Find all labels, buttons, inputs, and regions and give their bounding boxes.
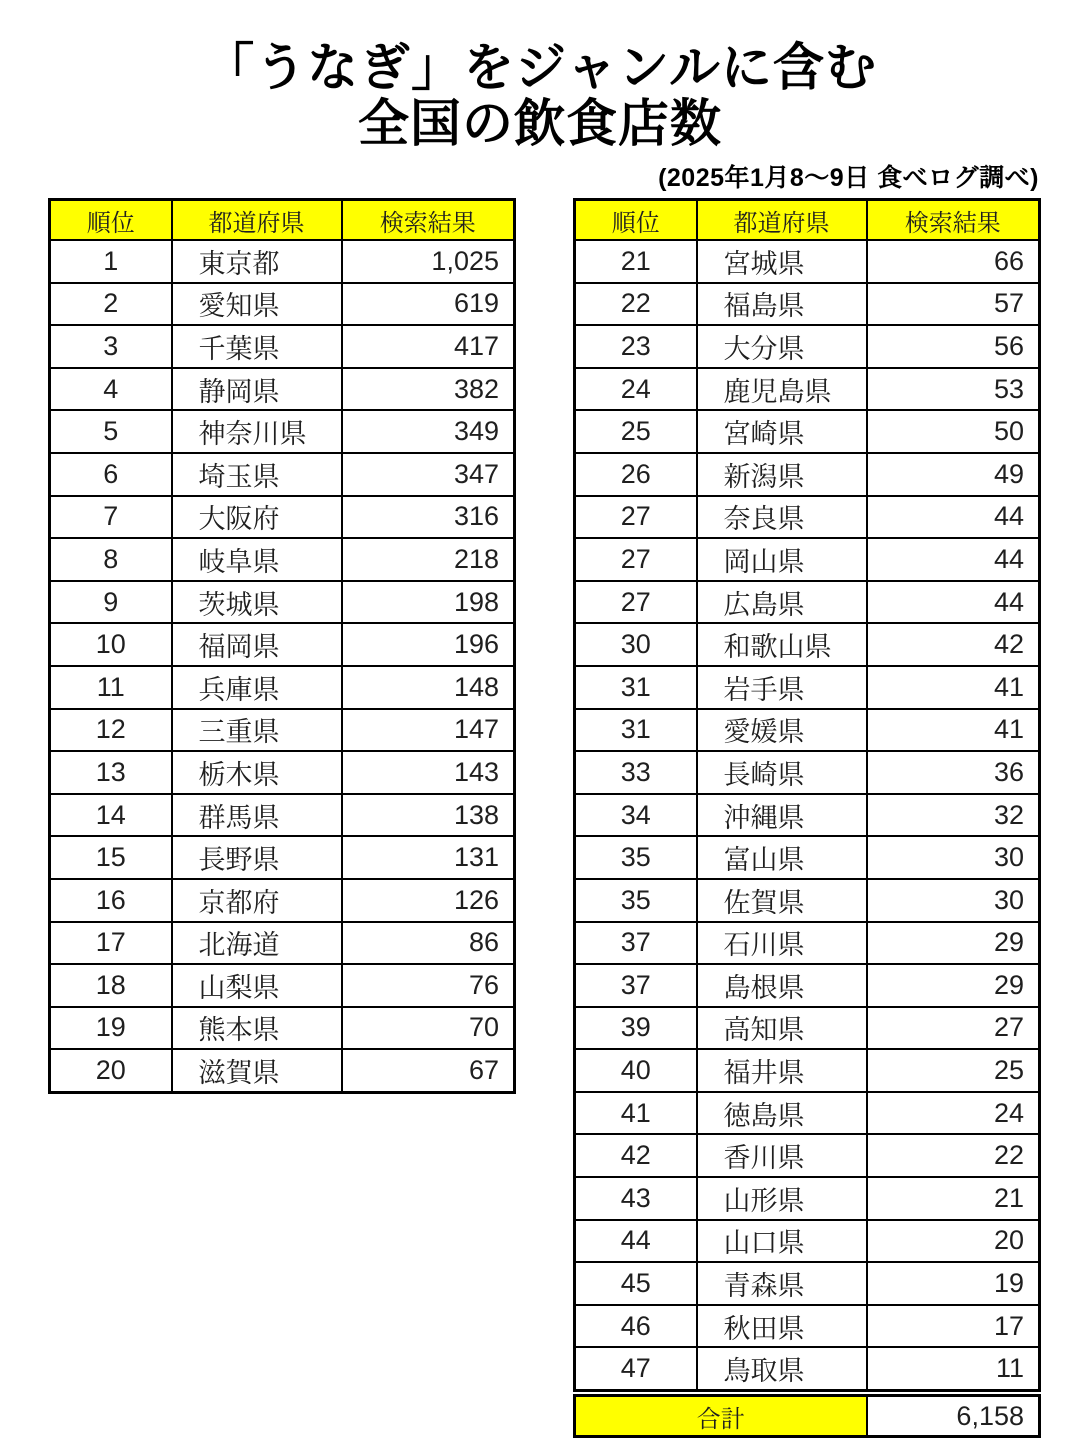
val-cell: 66 <box>867 240 1040 283</box>
page-title-line-2: 全国の飲食店数 <box>357 95 722 153</box>
val-cell: 382 <box>342 368 515 411</box>
table-row <box>50 794 515 837</box>
pref-cell: 兵庫県 <box>172 666 342 709</box>
val-cell: 56 <box>867 325 1040 368</box>
pref-cell: 茨城県 <box>172 581 342 624</box>
val-cell: 126 <box>342 879 515 922</box>
table-row <box>575 1049 1040 1092</box>
pref-cell: 宮城県 <box>697 240 867 283</box>
val-cell: 57 <box>867 283 1040 326</box>
rank-cell: 17 <box>50 922 172 965</box>
header-row <box>50 200 515 241</box>
rank-cell: 18 <box>50 964 172 1007</box>
val-cell: 24 <box>867 1092 1040 1135</box>
ranking-table-ranks-1-20 <box>48 198 516 1094</box>
table-row <box>50 922 515 965</box>
table-row <box>575 1177 1040 1220</box>
pref-cell: 青森県 <box>697 1262 867 1305</box>
rank-cell: 31 <box>575 666 697 709</box>
rank-cell: 24 <box>575 368 697 411</box>
rank-cell: 30 <box>575 623 697 666</box>
rank-cell: 22 <box>575 283 697 326</box>
val-cell: 143 <box>342 751 515 794</box>
val-cell: 42 <box>867 623 1040 666</box>
pref-cell: 東京都 <box>172 240 342 283</box>
table-row <box>50 496 515 539</box>
table-row <box>50 581 515 624</box>
val-cell: 86 <box>342 922 515 965</box>
column-header-rank: 順位 <box>50 200 172 241</box>
pref-cell: 福岡県 <box>172 623 342 666</box>
rank-cell: 16 <box>50 879 172 922</box>
total-row-body <box>575 1396 1040 1437</box>
table-row <box>575 964 1040 1007</box>
table-row <box>50 453 515 496</box>
pref-cell: 佐賀県 <box>697 879 867 922</box>
rank-cell: 11 <box>50 666 172 709</box>
pref-cell: 愛媛県 <box>697 709 867 752</box>
rank-cell: 3 <box>50 325 172 368</box>
table-header-left <box>50 200 515 241</box>
val-cell: 619 <box>342 283 515 326</box>
pref-cell: 山口県 <box>697 1220 867 1263</box>
ranking-table-right-wrap <box>573 198 1041 1438</box>
table-row <box>575 283 1040 326</box>
pref-cell: 高知県 <box>697 1007 867 1050</box>
rank-cell: 19 <box>50 1007 172 1050</box>
pref-cell: 群馬県 <box>172 794 342 837</box>
val-cell: 44 <box>867 538 1040 581</box>
pref-cell: 滋賀県 <box>172 1049 342 1092</box>
val-cell: 32 <box>867 794 1040 837</box>
table-row <box>50 964 515 1007</box>
table-row <box>50 368 515 411</box>
val-cell: 198 <box>342 581 515 624</box>
table-row <box>50 283 515 326</box>
rank-cell: 26 <box>575 453 697 496</box>
val-cell: 1,025 <box>342 240 515 283</box>
rank-cell: 35 <box>575 836 697 879</box>
rank-cell: 35 <box>575 879 697 922</box>
val-cell: 36 <box>867 751 1040 794</box>
table-row <box>575 240 1040 283</box>
ranking-table-left-wrap <box>48 198 516 1094</box>
rank-cell: 5 <box>50 410 172 453</box>
table-row <box>575 325 1040 368</box>
rank-cell: 14 <box>50 794 172 837</box>
pref-cell: 石川県 <box>697 922 867 965</box>
table-row <box>575 922 1040 965</box>
total-row-table <box>573 1394 1041 1438</box>
val-cell: 347 <box>342 453 515 496</box>
val-cell: 44 <box>867 496 1040 539</box>
pref-cell: 岐阜県 <box>172 538 342 581</box>
pref-cell: 秋田県 <box>697 1305 867 1348</box>
val-cell: 349 <box>342 410 515 453</box>
rank-cell: 25 <box>575 410 697 453</box>
pref-cell: 徳島県 <box>697 1092 867 1135</box>
rank-cell: 20 <box>50 1049 172 1092</box>
pref-cell: 栃木県 <box>172 751 342 794</box>
pref-cell: 福島県 <box>697 283 867 326</box>
val-cell: 316 <box>342 496 515 539</box>
rank-cell: 8 <box>50 538 172 581</box>
pref-cell: 沖縄県 <box>697 794 867 837</box>
val-cell: 27 <box>867 1007 1040 1050</box>
val-cell: 138 <box>342 794 515 837</box>
val-cell: 20 <box>867 1220 1040 1263</box>
rank-cell: 45 <box>575 1262 697 1305</box>
table-row <box>575 623 1040 666</box>
pref-cell: 静岡県 <box>172 368 342 411</box>
pref-cell: 山梨県 <box>172 964 342 1007</box>
pref-cell: 和歌山県 <box>697 623 867 666</box>
pref-cell: 岡山県 <box>697 538 867 581</box>
rank-cell: 41 <box>575 1092 697 1135</box>
pref-cell: 京都府 <box>172 879 342 922</box>
table-row <box>575 538 1040 581</box>
rank-cell: 31 <box>575 709 697 752</box>
total-label-cell: 合計 <box>575 1396 867 1437</box>
table-row <box>50 538 515 581</box>
table-row <box>50 325 515 368</box>
rank-cell: 10 <box>50 623 172 666</box>
rank-cell: 1 <box>50 240 172 283</box>
page-title-line-1: 「うなぎ」をジャンルに含む <box>203 39 877 96</box>
val-cell: 218 <box>342 538 515 581</box>
pref-cell: 鳥取県 <box>697 1347 867 1390</box>
rank-cell: 7 <box>50 496 172 539</box>
pref-cell: 広島県 <box>697 581 867 624</box>
rank-cell: 21 <box>575 240 697 283</box>
table-row <box>575 1262 1040 1305</box>
pref-cell: 長崎県 <box>697 751 867 794</box>
val-cell: 29 <box>867 964 1040 1007</box>
rank-cell: 2 <box>50 283 172 326</box>
table-row <box>50 1049 515 1092</box>
table-row <box>575 751 1040 794</box>
val-cell: 49 <box>867 453 1040 496</box>
rank-cell: 40 <box>575 1049 697 1092</box>
pref-cell: 岩手県 <box>697 666 867 709</box>
table-row <box>50 1007 515 1050</box>
table-row <box>575 836 1040 879</box>
pref-cell: 鹿児島県 <box>697 368 867 411</box>
table-row <box>575 368 1040 411</box>
val-cell: 17 <box>867 1305 1040 1348</box>
rank-cell: 33 <box>575 751 697 794</box>
val-cell: 417 <box>342 325 515 368</box>
val-cell: 44 <box>867 581 1040 624</box>
pref-cell: 富山県 <box>697 836 867 879</box>
table-row <box>575 879 1040 922</box>
pref-cell: 熊本県 <box>172 1007 342 1050</box>
val-cell: 67 <box>342 1049 515 1092</box>
pref-cell: 北海道 <box>172 922 342 965</box>
survey-source-note: (2025年1月8～9日 食べログ調べ) <box>658 164 1039 192</box>
ranking-table-ranks-21-47 <box>573 198 1041 1392</box>
val-cell: 22 <box>867 1134 1040 1177</box>
column-header-rank: 順位 <box>575 200 697 241</box>
val-cell: 25 <box>867 1049 1040 1092</box>
total-value-cell: 6,158 <box>867 1396 1040 1437</box>
table-row <box>575 709 1040 752</box>
val-cell: 70 <box>342 1007 515 1050</box>
val-cell: 76 <box>342 964 515 1007</box>
rank-cell: 44 <box>575 1220 697 1263</box>
table-row <box>575 1134 1040 1177</box>
table-row <box>575 496 1040 539</box>
val-cell: 21 <box>867 1177 1040 1220</box>
rank-cell: 39 <box>575 1007 697 1050</box>
pref-cell: 宮崎県 <box>697 410 867 453</box>
column-header-pref: 都道府県 <box>697 200 867 241</box>
table-row <box>50 410 515 453</box>
table-row <box>50 751 515 794</box>
rank-cell: 13 <box>50 751 172 794</box>
table-row <box>575 410 1040 453</box>
total-row <box>575 1396 1040 1437</box>
table-body-left <box>50 240 515 1092</box>
column-header-val: 検索結果 <box>867 200 1040 241</box>
val-cell: 41 <box>867 709 1040 752</box>
table-row <box>50 836 515 879</box>
table-row <box>575 1305 1040 1348</box>
pref-cell: 神奈川県 <box>172 410 342 453</box>
pref-cell: 千葉県 <box>172 325 342 368</box>
rank-cell: 9 <box>50 581 172 624</box>
rank-cell: 43 <box>575 1177 697 1220</box>
column-header-pref: 都道府県 <box>172 200 342 241</box>
table-row <box>50 709 515 752</box>
rank-cell: 37 <box>575 922 697 965</box>
table-row <box>50 240 515 283</box>
val-cell: 148 <box>342 666 515 709</box>
val-cell: 30 <box>867 836 1040 879</box>
header-row <box>575 200 1040 241</box>
pref-cell: 長野県 <box>172 836 342 879</box>
val-cell: 30 <box>867 879 1040 922</box>
table-row <box>575 581 1040 624</box>
pref-cell: 新潟県 <box>697 453 867 496</box>
rank-cell: 23 <box>575 325 697 368</box>
rank-cell: 4 <box>50 368 172 411</box>
rank-cell: 47 <box>575 1347 697 1390</box>
rank-cell: 27 <box>575 496 697 539</box>
rank-cell: 37 <box>575 964 697 1007</box>
pref-cell: 島根県 <box>697 964 867 1007</box>
val-cell: 41 <box>867 666 1040 709</box>
pref-cell: 奈良県 <box>697 496 867 539</box>
table-row <box>50 879 515 922</box>
rank-cell: 15 <box>50 836 172 879</box>
pref-cell: 大分県 <box>697 325 867 368</box>
table-row <box>575 794 1040 837</box>
val-cell: 19 <box>867 1262 1040 1305</box>
table-row <box>575 1092 1040 1135</box>
table-row <box>575 1007 1040 1050</box>
pref-cell: 福井県 <box>697 1049 867 1092</box>
pref-cell: 愛知県 <box>172 283 342 326</box>
pref-cell: 埼玉県 <box>172 453 342 496</box>
val-cell: 29 <box>867 922 1040 965</box>
table-header-right <box>575 200 1040 241</box>
page-title <box>0 40 1080 152</box>
rank-cell: 42 <box>575 1134 697 1177</box>
rank-cell: 46 <box>575 1305 697 1348</box>
val-cell: 196 <box>342 623 515 666</box>
val-cell: 50 <box>867 410 1040 453</box>
table-body-right <box>575 240 1040 1391</box>
table-row <box>575 1347 1040 1390</box>
rank-cell: 34 <box>575 794 697 837</box>
val-cell: 131 <box>342 836 515 879</box>
pref-cell: 大阪府 <box>172 496 342 539</box>
column-header-val: 検索結果 <box>342 200 515 241</box>
table-row <box>575 1220 1040 1263</box>
val-cell: 147 <box>342 709 515 752</box>
table-row <box>50 666 515 709</box>
table-row <box>575 453 1040 496</box>
rank-cell: 12 <box>50 709 172 752</box>
rank-cell: 6 <box>50 453 172 496</box>
table-row <box>50 623 515 666</box>
rank-cell: 27 <box>575 581 697 624</box>
pref-cell: 山形県 <box>697 1177 867 1220</box>
val-cell: 53 <box>867 368 1040 411</box>
table-row <box>575 666 1040 709</box>
val-cell: 11 <box>867 1347 1040 1390</box>
rank-cell: 27 <box>575 538 697 581</box>
pref-cell: 三重県 <box>172 709 342 752</box>
pref-cell: 香川県 <box>697 1134 867 1177</box>
